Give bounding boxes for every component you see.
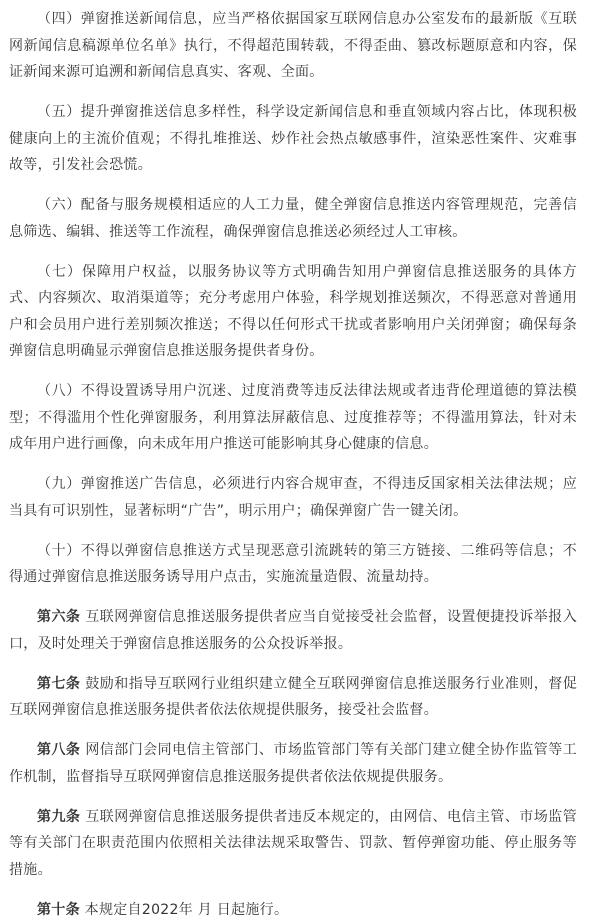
clause-4 bbox=[9, 6, 577, 86]
clause-9 bbox=[9, 471, 577, 524]
article-text: 网信部门会同电信主管部门、市场监管部门等有关部门建立健全协作监管等工作机制，监督指导互联网弹窗信息推送服务提供者依法依规提供服务。 bbox=[9, 742, 577, 785]
clause-10 bbox=[9, 538, 577, 591]
clause-text: （九）弹窗推送广告信息，必须进行内容合规审查，不得违反国家相关法律法规；应当具有可识别性，显著标明“广告”，明示用户；确保弹窗广告一键关闭。 bbox=[9, 476, 577, 519]
clause-5 bbox=[9, 99, 577, 179]
article-7 bbox=[9, 671, 577, 724]
article-10 bbox=[9, 897, 577, 923]
clause-6 bbox=[9, 192, 577, 245]
clause-8 bbox=[9, 378, 577, 458]
article-text: 鼓励和指导互联网行业组织建立健全互联网弹窗信息推送服务行业准则，督促互联网弹窗信息推送服务提供者依法依规提供服务，接受社会监督。 bbox=[9, 676, 577, 719]
article-label: 第六条 bbox=[37, 609, 80, 625]
article-label: 第八条 bbox=[37, 742, 80, 758]
clause-7 bbox=[9, 259, 577, 365]
article-label: 第七条 bbox=[37, 676, 80, 692]
article-label: 第九条 bbox=[37, 809, 80, 825]
clause-text: （五）提升弹窗推送信息多样性，科学设定新闻信息和垂直领域内容占比，体现积极健康向上的主流价值观；不得扎堆推送、炒作社会热点敏感事件，渲染恶性案件、灾难事故等，引发社会恐慌。 bbox=[9, 104, 577, 173]
article-8 bbox=[9, 737, 577, 790]
article-text: 互联网弹窗信息推送服务提供者违反本规定的，由网信、电信主管、市场监管等有关部门在职责范围内依照相关法律法规采取警告、罚款、暂停弹窗功能、停止服务等措施。 bbox=[9, 809, 577, 878]
article-6 bbox=[9, 604, 577, 657]
clause-text: （八）不得设置诱导用户沉迷、过度消费等违反法律法规或者违背伦理道德的算法模型；不得滥用个性化弹窗服务，利用算法屏蔽信息、过度推荐等；不得滥用算法，针对未成年用户进行画像，向未成年用户推送可能影响其身心健康的信息。 bbox=[9, 383, 577, 452]
article-label: 第十条 bbox=[37, 902, 80, 918]
article-text: 本规定自2022年 月 日起施行。 bbox=[80, 902, 288, 918]
clause-text: （六）配备与服务规模相适应的人工力量，健全弹窗信息推送内容管理规范，完善信息筛选、编辑、推送等工作流程，确保弹窗信息推送必须经过人工审核。 bbox=[9, 197, 577, 240]
article-text: 互联网弹窗信息推送服务提供者应当自觉接受社会监督，设置便捷投诉举报入口，及时处理关于弹窗信息推送服务的公众投诉举报。 bbox=[9, 609, 577, 652]
clause-text: （十）不得以弹窗信息推送方式呈现恶意引流跳转的第三方链接、二维码等信息；不得通过弹窗信息推送服务诱导用户点击，实施流量造假、流量劫持。 bbox=[9, 543, 577, 586]
article-9 bbox=[9, 804, 577, 884]
clause-text: （七）保障用户权益，以服务协议等方式明确告知用户弹窗信息推送服务的具体方式、内容频次、取消渠道等；充分考虑用户体验，科学规划推送频次，不得恶意对普通用户和会员用户进行差别频次推送；不得以任何形式干扰或者影响用户关闭弹窗；确保每条弹窗信息明确显示弹窗信息推送服务提供者身份。 bbox=[9, 264, 577, 360]
clause-text: （四）弹窗推送新闻信息，应当严格依据国家互联网信息办公室发布的最新版《互联网新闻信息稿源单位名单》执行，不得超范围转载，不得歪曲、篡改标题原意和内容，保证新闻来源可追溯和新闻信息真实、客观、全面。 bbox=[9, 11, 577, 80]
